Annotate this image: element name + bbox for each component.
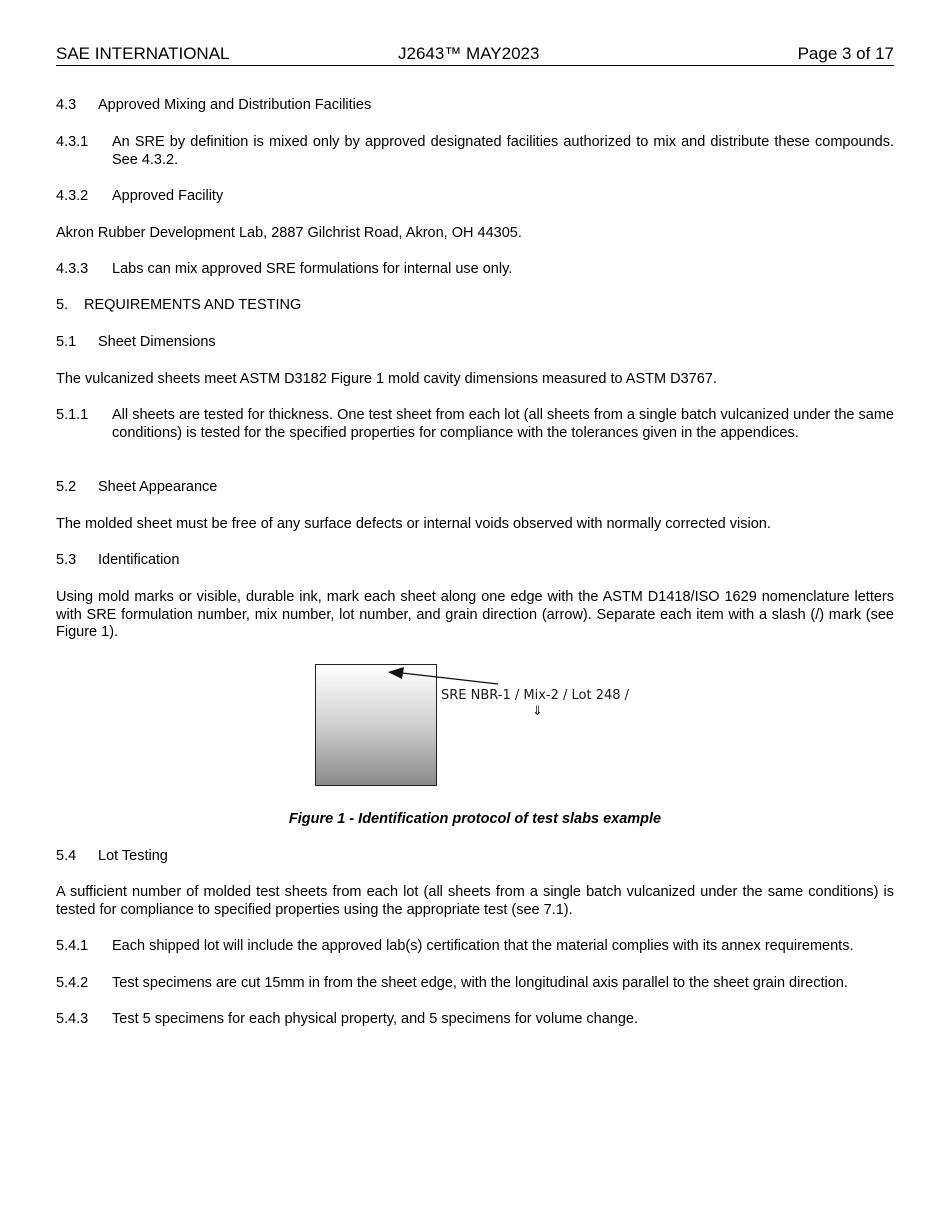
header-org: SAE INTERNATIONAL	[56, 44, 230, 63]
section-heading: Sheet Dimensions	[98, 334, 216, 350]
paragraph-lot-testing: A sufficient number of molded test sheets from each lot (all sheets from a single batch vulcanized under the same conditions) is tested for compliance to specified properties using the appropriate test (see 7.1).	[56, 884, 894, 918]
section-number: 4.3.3	[56, 261, 89, 277]
figure-1	[314, 662, 654, 790]
page-header	[56, 44, 894, 66]
paragraph-molded-sheet: The molded sheet must be free of any surface defects or internal voids observed with normally corrected vision.	[56, 516, 771, 532]
section-5-4-3	[56, 1011, 894, 1029]
section-5-4-1	[56, 938, 894, 956]
section-heading: Approved Facility	[112, 188, 224, 204]
section-number: 5.1	[56, 334, 77, 350]
section-4-3-2	[56, 188, 894, 206]
section-heading: REQUIREMENTS AND TESTING	[84, 297, 302, 313]
figure-caption: Figure 1 - Identification protocol of test slabs example	[288, 811, 662, 827]
section-4-3-3	[56, 261, 894, 279]
pointer-arrow	[314, 662, 654, 790]
section-heading: Identification	[98, 552, 180, 568]
section-5-1	[56, 334, 894, 352]
section-number: 5.4.3	[56, 1011, 89, 1027]
section-number: 5.3	[56, 552, 77, 568]
section-5-1-1	[56, 407, 894, 442]
section-5-2	[56, 479, 894, 497]
section-number: 5.4	[56, 848, 77, 864]
paragraph-mold-marks: Using mold marks or visible, durable ink, mark each sheet along one edge with the ASTM D1418/ISO 1629 nomenclature letters with SRE formulation number, mix number, lot number, and grain direction (arrow). Separate each item with a slash (/) mark (see Figure 1).	[56, 589, 894, 641]
section-5	[56, 297, 894, 315]
section-number: 5.2	[56, 479, 77, 495]
grain-direction-arrow: ⇓	[532, 704, 543, 719]
section-4-3	[56, 97, 894, 115]
header-doc-id: J2643™ MAY2023	[398, 44, 540, 63]
section-number: 5.1.1	[56, 407, 89, 423]
paragraph-akron-address: Akron Rubber Development Lab, 2887 Gilchrist Road, Akron, OH 44305.	[56, 225, 522, 241]
section-text: An SRE by definition is mixed only by approved designated facilities authorized to mix and distribute these compounds. See 4.3.2.	[112, 134, 894, 168]
section-5-4	[56, 848, 894, 866]
section-number: 4.3.2	[56, 188, 89, 204]
figure-label: SRE NBR-1 / Mix-2 / Lot 248 /	[441, 688, 630, 703]
section-heading: Sheet Appearance	[98, 479, 218, 495]
section-4-3-1	[56, 134, 894, 169]
paragraph-vulcanized-sheets: The vulcanized sheets meet ASTM D3182 Figure 1 mold cavity dimensions measured to ASTM D3767.	[56, 371, 717, 387]
section-heading: Lot Testing	[98, 848, 168, 864]
section-number: 5.	[56, 297, 69, 313]
section-5-4-2	[56, 975, 894, 993]
section-heading: Approved Mixing and Distribution Facilities	[98, 97, 372, 113]
header-page-number: Page 3 of 17	[797, 44, 894, 63]
section-number: 5.4.2	[56, 975, 89, 991]
section-text: Labs can mix approved SRE formulations for internal use only.	[112, 261, 513, 277]
section-text: All sheets are tested for thickness. One test sheet from each lot (all sheets from a single batch vulcanized under the same conditions) is tested for the specified properties for compliance with the tolerances given in the appendices.	[112, 407, 894, 441]
section-text: Each shipped lot will include the approved lab(s) certification that the material complies with its annex requirements.	[112, 938, 854, 954]
section-number: 5.4.1	[56, 938, 89, 954]
section-text: Test specimens are cut 15mm in from the sheet edge, with the longitudinal axis parallel to the sheet grain direction.	[112, 975, 848, 991]
section-5-3	[56, 552, 894, 570]
section-number: 4.3.1	[56, 134, 89, 150]
section-number: 4.3	[56, 97, 77, 113]
section-text: Test 5 specimens for each physical property, and 5 specimens for volume change.	[112, 1011, 639, 1027]
